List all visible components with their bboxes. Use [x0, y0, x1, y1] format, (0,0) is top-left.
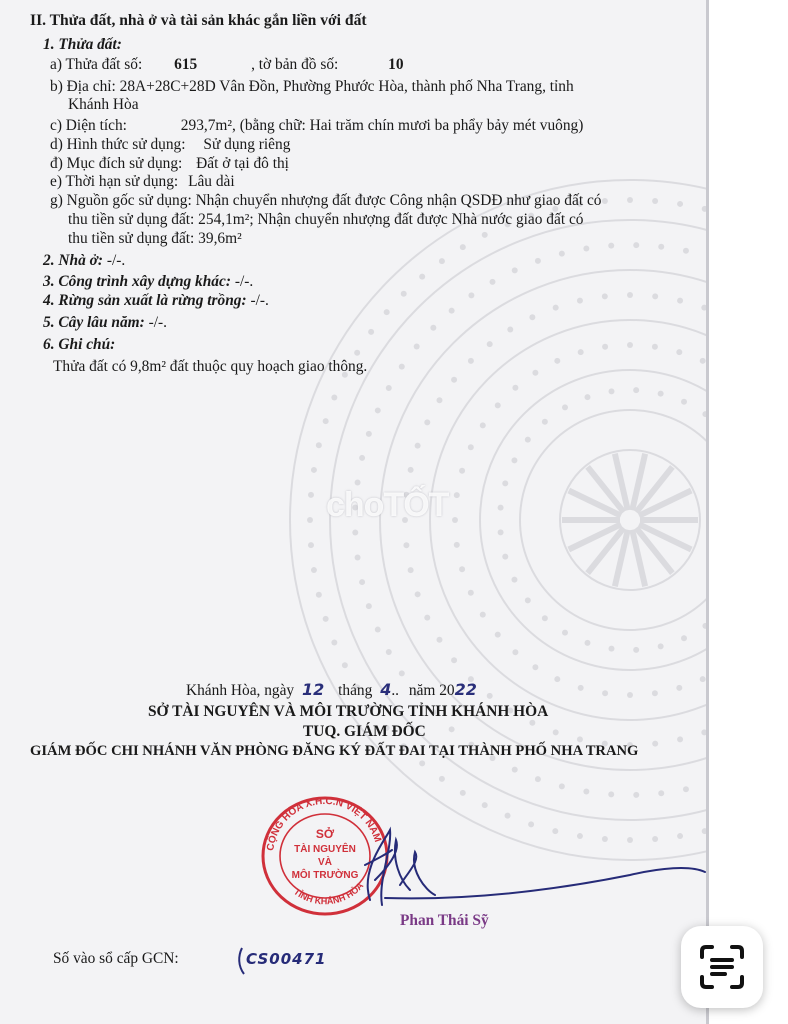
authority-name: SỞ TÀI NGUYÊN VÀ MÔI TRƯỜNG TỈNH KHÁNH HÒA [148, 703, 549, 720]
construction-label: 3. Công trình xây dựng khác: [43, 273, 231, 290]
date-month-label: tháng [338, 682, 373, 699]
usage-term-row [50, 173, 235, 191]
perennial-label: 5. Cây lâu năm: [43, 314, 145, 331]
area-row [50, 117, 583, 135]
date-month: 4 [380, 680, 392, 699]
parcel-number-row [50, 56, 404, 74]
usage-purpose-row [50, 155, 289, 173]
origin-line-2: thu tiền sử dụng đất: 254,1m²; Nhận chuyển nhượng đất được Nhà nước giao đất có [68, 211, 584, 228]
issue-date: Khánh Hòa, ngày 12 tháng 4.. năm 2022 [186, 680, 477, 699]
date-day: 12 [302, 680, 325, 699]
area-label: c) Diện tích: [50, 117, 127, 134]
house-label: 2. Nhà ở: [43, 252, 103, 269]
forest-row [43, 292, 269, 310]
house-row [43, 252, 125, 270]
authority-branch: GIÁM ĐỐC CHI NHÁNH VĂN PHÒNG ĐĂNG KÝ ĐẤT ĐAI TẠI THÀNH PHỐ NHA TRANG [30, 743, 639, 759]
origin-line-1: g) Nguồn gốc sử dụng: Nhận chuyển nhượng đất được Công nhận QSDĐ như giao đất có [50, 192, 602, 209]
svg-text:CỘNG HÒA X.H.C.N VIỆT NAM: CỘNG HÒA X.H.C.N VIỆT NAM [265, 795, 383, 852]
paper-edge [706, 0, 709, 1024]
date-year-suffix: 22 [454, 680, 477, 699]
map-sheet-value: 10 [388, 56, 404, 73]
date-year-label: năm 20 [408, 682, 455, 699]
registry-label: Số vào sổ cấp GCN: [53, 950, 179, 967]
land-heading: 1. Thửa đất: [43, 36, 122, 53]
scan-text-button[interactable] [681, 926, 763, 1008]
usage-purpose-label: đ) Mục đích sử dụng: [50, 155, 183, 172]
svg-text:SỞ: SỞ [315, 827, 335, 841]
usage-term-label: e) Thời hạn sử dụng: [50, 173, 179, 190]
svg-text:TÀI NGUYÊN: TÀI NGUYÊN [294, 844, 356, 855]
origin-line-3: thu tiền sử dụng đất: 39,6m² [68, 230, 242, 247]
forest-value: -/-. [250, 292, 269, 309]
svg-text:TỈNH KHÁNH HÒA: TỈNH KHÁNH HÒA [291, 880, 366, 907]
map-sheet-label: , tờ bản đồ số: [251, 56, 339, 73]
signer-name: Phan Thái Sỹ [400, 912, 489, 929]
handwritten-signature [330, 810, 708, 920]
svg-text:MÔI TRƯỜNG: MÔI TRƯỜNG [291, 870, 359, 881]
area-value: 293,7m², (bằng chữ: Hai trăm chín mươi ba phẩy bảy mét vuông) [180, 117, 584, 134]
usage-form-label: d) Hình thức sử dụng: [50, 136, 186, 153]
forest-label: 4. Rừng sản xuất là rừng trồng: [43, 292, 247, 309]
house-value: -/-. [106, 252, 126, 269]
usage-form-row [50, 136, 290, 154]
watermark-text-tot: TỐT [383, 486, 449, 524]
chotot-watermark [326, 486, 476, 532]
usage-form-value: Sử dụng riêng [203, 136, 291, 153]
scan-text-icon [698, 943, 746, 991]
usage-term-value: Lâu dài [188, 173, 235, 190]
date-prefix: Khánh Hòa, ngày [186, 682, 295, 699]
watermark-text-cho: cho [326, 486, 384, 524]
usage-purpose-value: Đất ở tại đô thị [196, 155, 289, 172]
authority-delegation: TUQ. GIÁM ĐỐC [303, 723, 426, 740]
section-title: II. Thửa đất, nhà ở và tài sản khác gắn liền với đất [30, 12, 367, 29]
parcel-number-label: a) Thửa đất số: [50, 56, 143, 73]
notes-label: 6. Ghi chú: [43, 336, 116, 353]
svg-text:VÀ: VÀ [318, 857, 332, 868]
parcel-number-value: 615 [174, 56, 198, 73]
notes-text: Thửa đất có 9,8m² đất thuộc quy hoạch giao thông. [53, 358, 368, 375]
perennial-row [43, 314, 167, 332]
construction-row [43, 273, 253, 291]
registry-number: CS00471 [246, 950, 327, 968]
address-line-1: b) Địa chỉ: 28A+28C+28D Vân Đồn, Phường Phước Hòa, thành phố Nha Trang, tỉnh [50, 78, 574, 95]
address-line-2: Khánh Hòa [68, 96, 139, 113]
construction-value: -/-. [234, 273, 254, 290]
perennial-value: -/-. [148, 314, 167, 331]
